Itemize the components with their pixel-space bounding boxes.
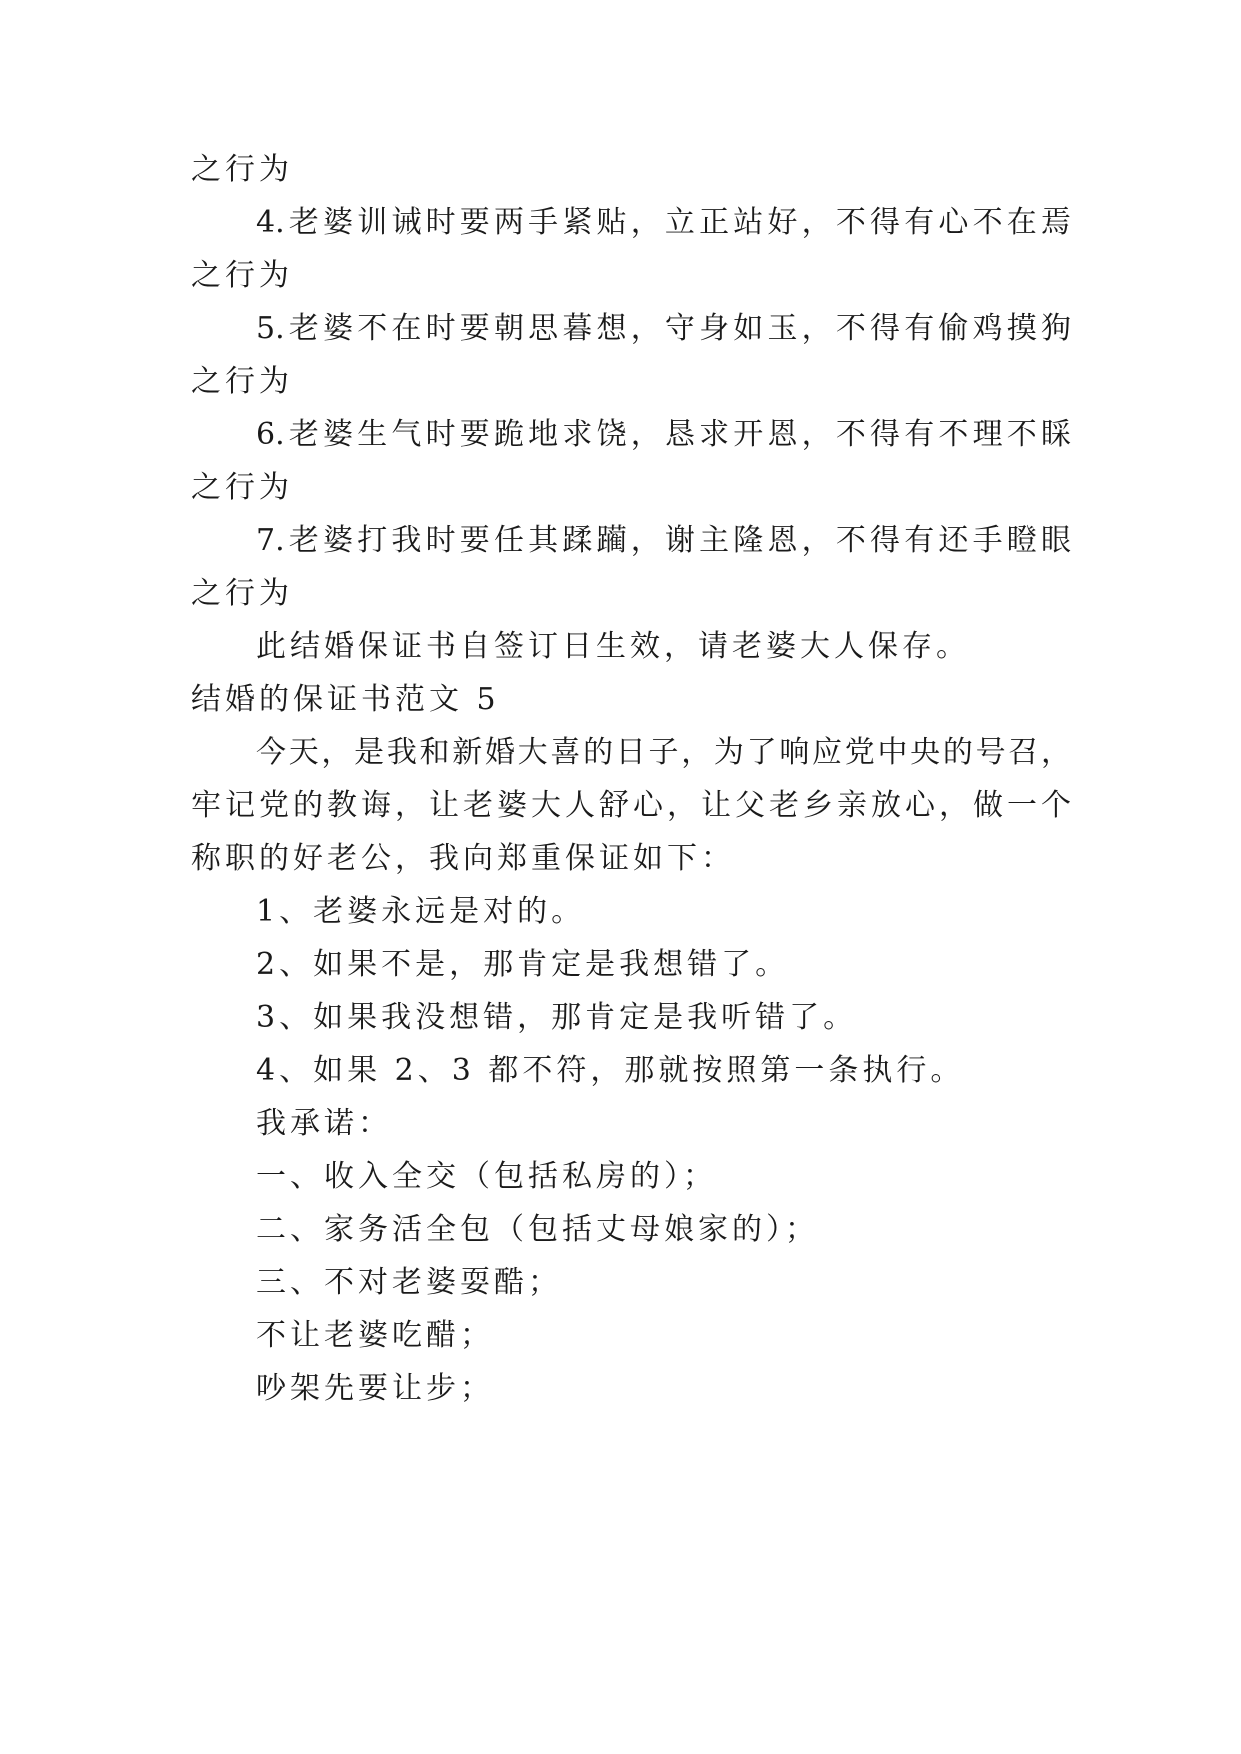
paragraph-line: 称职的好老公，我向郑重保证如下： xyxy=(191,841,735,876)
list-item: 4、如果 2、3 都不符，那就按照第一条执行。 xyxy=(256,1053,965,1088)
list-item: 三、不对老婆耍酷； xyxy=(256,1265,562,1300)
list-item: 一、收入全交（包括私房的）； xyxy=(256,1159,717,1194)
list-item: 二、家务活全包（包括丈母娘家的）； xyxy=(256,1212,819,1247)
list-item: 1、老婆永远是对的。 xyxy=(256,894,586,929)
paragraph-line: 5.老婆不在时要朝思暮想，守身如玉，不得有偷鸡摸狗 xyxy=(256,311,1071,346)
paragraph-line: 之行为 xyxy=(191,152,293,187)
paragraph-line: 牢记党的教诲，让老婆大人舒心，让父老乡亲放心，做一个 xyxy=(191,788,1071,823)
list-item: 3、如果我没想错，那肯定是我听错了。 xyxy=(256,1000,858,1035)
paragraph-line: 6.老婆生气时要跪地求饶，恳求开恩，不得有不理不睬 xyxy=(256,417,1071,452)
paragraph-line: 我承诺： xyxy=(256,1106,392,1141)
paragraph-line: 之行为 xyxy=(191,470,293,505)
paragraph-line: 此结婚保证书自签订日生效，请老婆大人保存。 xyxy=(256,629,970,664)
paragraph-line: 之行为 xyxy=(191,576,293,611)
paragraph-line: 4.老婆训诫时要两手紧贴，立正站好，不得有心不在焉 xyxy=(256,205,1071,240)
section-heading: 结婚的保证书范文 5 xyxy=(191,682,500,717)
list-item: 2、如果不是，那肯定是我想错了。 xyxy=(256,947,790,982)
paragraph-line: 7.老婆打我时要任其蹂躏，谢主隆恩，不得有还手瞪眼 xyxy=(256,523,1071,558)
paragraph-line: 之行为 xyxy=(191,258,293,293)
paragraph-line: 之行为 xyxy=(191,364,293,399)
paragraph-line: 不让老婆吃醋； xyxy=(256,1318,494,1353)
paragraph-line: 今天，是我和新婚大喜的日子，为了响应党中央的号召， xyxy=(256,735,1071,770)
paragraph-line: 吵架先要让步； xyxy=(256,1371,494,1406)
